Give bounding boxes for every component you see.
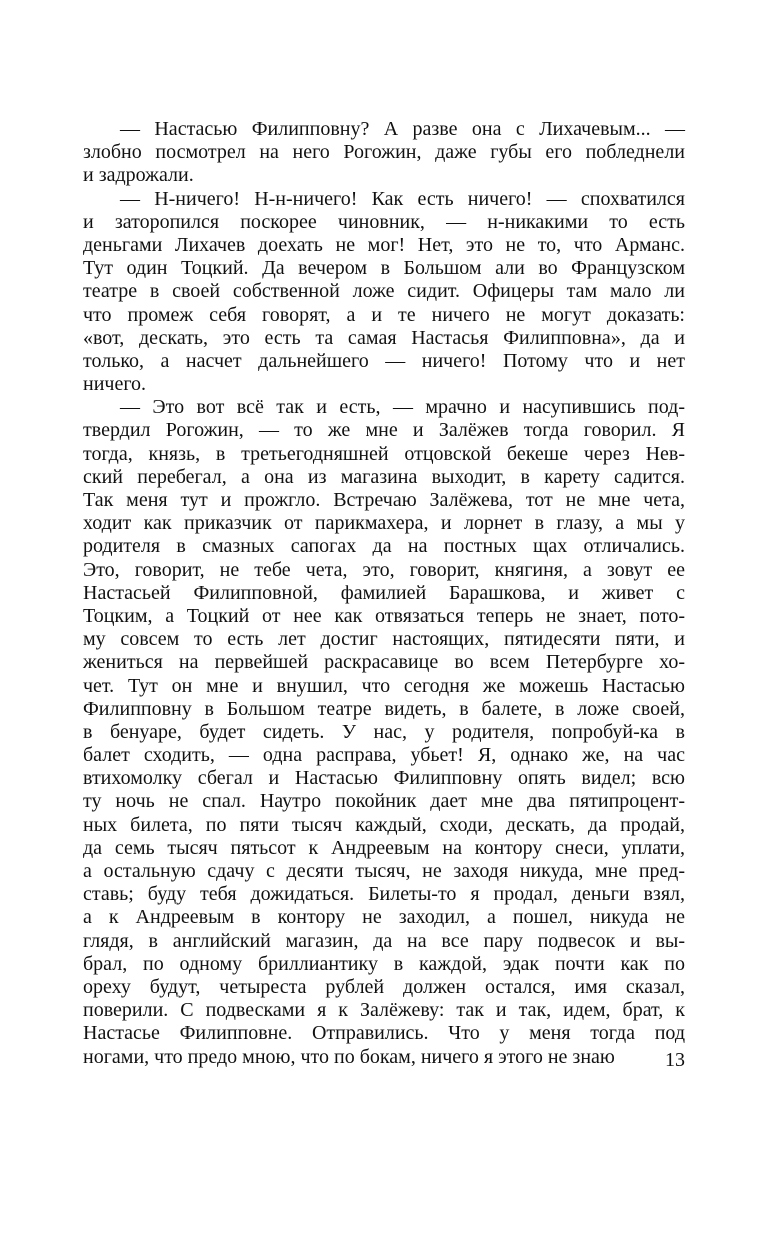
text-line: что промеж себя говорят, а и те ничего не могут доказать: (83, 303, 685, 326)
text-line: Это, говорит, не тебе чета, это, говорит, княгиня, а зовут ее (83, 558, 685, 581)
text-line: ничего. (83, 373, 147, 396)
text-line: «вот, дескать, это есть та самая Настасья Филипповна», да и (83, 326, 685, 349)
text-line: да семь тысяч пятьсот к Андреевым на контору снеси, уплати, (83, 836, 685, 859)
text-line: — Н-ничего! Н-н-ничего! Как есть ничего! — спохватился (120, 187, 685, 210)
text-line: а к Андреевым в контору не заходил, а пошел, никуда не (83, 906, 685, 929)
text-line: ту ночь не спал. Наутро покойник дает мне два пятипроцент- (83, 790, 685, 813)
text-line: Филипповну в Большом театре видеть, в балете, в ложе своей, (83, 697, 685, 720)
text-line: и заторопился поскорее чиновник, — н-никакими то есть (83, 210, 685, 233)
page-number: 13 (665, 1049, 685, 1071)
text-line: ореху будут, четыреста рублей должен остался, имя сказал, (83, 975, 685, 998)
text-line: а остальную сдачу с десяти тысяч, не заходя никуда, мне пред- (83, 860, 685, 882)
text-line: — Настасью Филипповну? А разве она с Лихачевым... — (120, 118, 685, 140)
text-line: ставь; буду тебя дожидаться. Билеты-то я продал, деньги взял, (83, 883, 685, 906)
text-line: — Это вот всё так и есть, — мрачно и насупившись под- (120, 396, 685, 419)
text-line: ходит как приказчик от парикмахера, и лорнет в глазу, а мы у (83, 512, 685, 535)
text-line: в бенуаре, будет сидеть. У нас, у родителя, попробуй-ка в (83, 720, 685, 743)
text-line: тогда, князь, в третьегодняшней отцовской бекеше через Нев- (83, 442, 685, 465)
text-line: втихомолку сбегал и Настасью Филипповну опять видел; всю (83, 767, 685, 790)
text-line: Тут один Тоцкий. Да вечером в Большом али во Французском (83, 257, 685, 280)
text-line: ский перебегал, а она из магазина выходит, в карету садится. (83, 465, 685, 488)
text-line: родителя в смазных сапогах да на постных щах отличались. (83, 535, 685, 558)
text-line: деньгами Лихачев доехать не мог! Нет, это не то, что Арманс. (83, 233, 685, 256)
text-line: ных билета, по пяти тысяч каждый, сходи, дескать, да продай, (83, 813, 685, 836)
text-line: Настасьей Филипповной, фамилией Барашкова, и живет с (83, 581, 685, 604)
page-text (83, 118, 685, 1069)
text-line: только, а насчет дальнейшего — ничего! Потому что и нет (83, 349, 685, 372)
text-line: брал, по одному бриллиантику в каждой, эдак почти как по (83, 952, 685, 975)
text-line: поверили. С подвесками я к Залёжеву: так и так, идем, брат, к (83, 999, 685, 1022)
text-line: злобно посмотрел на него Рогожин, даже губы его побледнели (83, 141, 685, 164)
text-line: Настасье Филипповне. Отправились. Что у меня тогда под (83, 1022, 685, 1045)
text-line: жениться на первейшей раскрасавице во всем Петербурге хо- (83, 651, 685, 674)
text-line: глядя, в английский магазин, да на все пару подвесок и вы- (83, 929, 685, 952)
text-line: Так меня тут и прожгло. Встречаю Залёжева, тот не мне чета, (83, 489, 685, 511)
text-line: балет сходить, — одна расправа, убьет! Я, однако же, на час (83, 744, 685, 767)
text-line: чет. Тут он мне и внушил, что сегодня же можешь Настасью (83, 674, 685, 697)
text-line: Тоцким, а Тоцкий от нее как отвязаться теперь не знает, пото- (83, 604, 685, 627)
text-line: ногами, что предо мною, что по бокам, ничего я этого не знаю (83, 1045, 615, 1068)
text-line: и задрожали. (83, 164, 194, 187)
text-line: му совсем то есть лет достиг настоящих, пятидесяти пяти, и (83, 628, 685, 651)
text-line: твердил Рогожин, — то же мне и Залёжев тогда говорил. Я (83, 419, 685, 442)
text-line: театре в своей собственной ложе сидит. Офицеры там мало ли (83, 280, 685, 303)
